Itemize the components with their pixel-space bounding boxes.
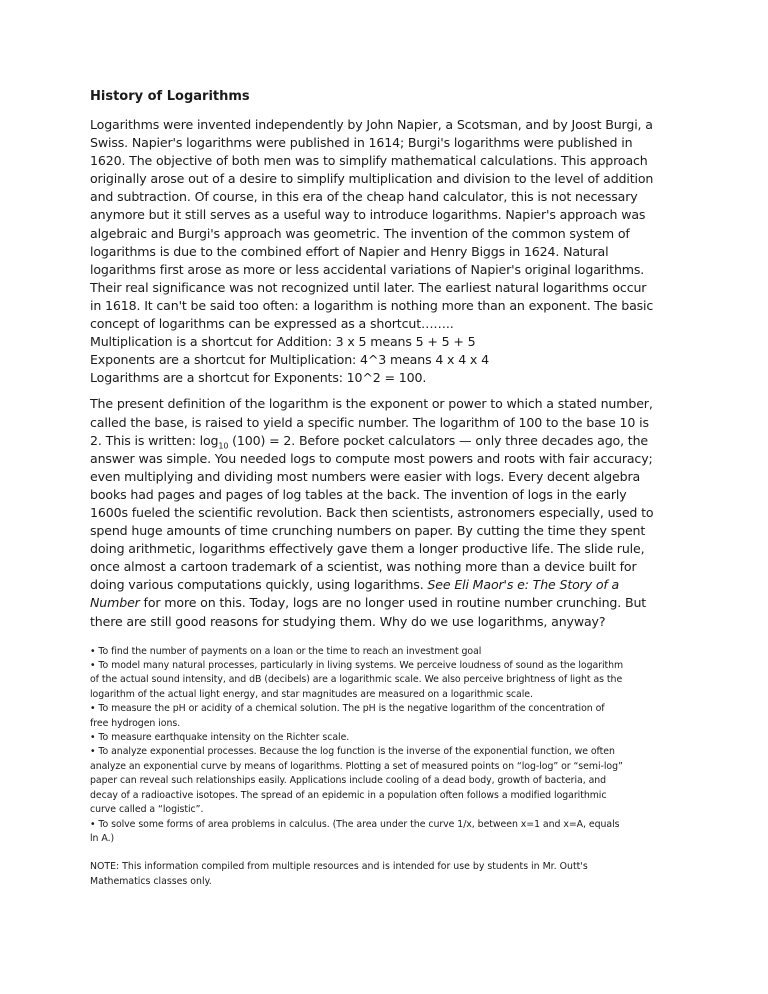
log-base-subscript: 10 xyxy=(218,441,229,451)
text-line: logarithms first arose as more or less accidental variations of Napier's original logarithms. xyxy=(90,261,645,277)
text-line: spend huge amounts of time crunching numbers on paper. By cutting the time they spent xyxy=(90,523,646,539)
text-line xyxy=(90,576,680,594)
text-line xyxy=(90,594,680,612)
document-page xyxy=(90,88,680,889)
list-line: ln A.) xyxy=(90,832,115,844)
text-line: 1600s fueled the scientific revolution. Back then scientists, astronomers especially, used to xyxy=(90,504,654,520)
list-line: • To analyze exponential processes. Because the log function is the inverse of the exponential function, we often xyxy=(90,746,615,758)
text-line: Logarithms were invented independently by John Napier, a Scotsman, and by Joost Burgi, a xyxy=(90,117,653,132)
list-line: • To model many natural processes, particularly in living systems. We perceive loudness of sound as the logarithm xyxy=(90,660,624,672)
definition-paragraph xyxy=(90,395,680,630)
note-line: Mathematics classes only. xyxy=(90,875,212,887)
list-line: • To solve some forms of area problems in calculus. (The area under the curve 1/x, between x=1 and x=A, equals xyxy=(90,818,620,830)
text-segment: (100) = 2. Before pocket calculators — only three decades ago, the xyxy=(228,432,649,448)
text-line: doing arithmetic, logarithms effectively gave them a longer productive life. The slide rule, xyxy=(90,541,645,557)
uses-list xyxy=(90,645,680,847)
book-reference: See Eli Maor's e: The Story of a xyxy=(427,577,620,593)
text-line: logarithms is due to the combined effort of Napier and Henry Biggs in 1624. Natural xyxy=(90,243,609,259)
text-line: even multiplying and dividing most numbers were easier with logs. Every decent algebra xyxy=(90,468,641,484)
list-line: • To find the number of payments on a loan or the time to reach an investment goal xyxy=(90,645,482,657)
text-line: Swiss. Napier's logarithms were published in 1614; Burgi's logarithms were published in xyxy=(90,135,633,151)
list-line: • To measure earthquake intensity on the Richter scale. xyxy=(90,732,350,744)
list-line: analyze an exponential curve by means of logarithms. Plotting a set of measured points on “log-log” or “semi-log” xyxy=(90,760,623,772)
intro-paragraph xyxy=(90,116,680,387)
text-line: anymore but it still serves as a useful way to introduce logarithms. Napier's approach was xyxy=(90,207,646,223)
list-line: • To measure the pH or acidity of a chemical solution. The pH is the negative logarithm of the concentration of xyxy=(90,703,605,715)
list-line: of the actual sound intensity, and dB (decibels) are a logarithmic scale. We also perceive brightness of light as the xyxy=(90,674,623,686)
list-line: curve called a “logistic”. xyxy=(90,804,204,816)
text-line: there are still good reasons for studying them. Why do we use logarithms, anyway? xyxy=(90,613,606,629)
text-line: concept of logarithms can be expressed as a shortcut…….. xyxy=(90,316,454,332)
text-line: called the base, is raised to yield a specific number. The logarithm of 100 to the base 10 is xyxy=(90,414,649,430)
text-line: algebraic and Burgi's approach was geometric. The invention of the common system of xyxy=(90,225,630,241)
usage-note xyxy=(90,860,680,889)
text-line: The present definition of the logarithm is the exponent or power to which a stated number, xyxy=(90,396,653,412)
list-line: logarithm of the actual light energy, and star magnitudes are measured on a logarithmic scale. xyxy=(90,688,533,700)
text-line: originally arose out of a desire to simplify multiplication and division to the level of addition xyxy=(90,171,654,187)
list-line: decay of a radioactive isotopes. The spread of an epidemic in a population often follows a modified logarithmic xyxy=(90,789,607,801)
text-line: once almost a cartoon trademark of a scientist, was nothing more than a device built for xyxy=(90,559,637,575)
note-line: NOTE: This information compiled from multiple resources and is intended for use by students in Mr. Outt's xyxy=(90,861,588,873)
text-line xyxy=(90,432,680,450)
text-line: Exponents are a shortcut for Multiplication: 4^3 means 4 x 4 x 4 xyxy=(90,352,489,368)
text-segment: doing various computations quickly, using logarithms. xyxy=(90,577,428,593)
text-line: and subtraction. Of course, in this era of the cheap hand calculator, this is not necessary xyxy=(90,189,638,205)
book-reference: Number xyxy=(90,595,140,611)
page-title: History of Logarithms xyxy=(90,89,250,104)
text-line: answer was simple. You needed logs to compute most powers and roots with fair accuracy; xyxy=(90,450,653,466)
text-line: Logarithms are a shortcut for Exponents: 10^2 = 100. xyxy=(90,370,427,386)
text-segment: 2. This is written: log xyxy=(90,432,219,448)
text-line: in 1618. It can't be said too often: a logarithm is nothing more than an exponent. The basic xyxy=(90,297,654,313)
text-line: Their real significance was not recognized until later. The earliest natural logarithms occur xyxy=(90,279,647,295)
text-line: 1620. The objective of both men was to simplify mathematical calculations. This approach xyxy=(90,153,648,169)
text-segment: for more on this. Today, logs are no longer used in routine number crunching. But xyxy=(139,595,647,611)
list-line: free hydrogen ions. xyxy=(90,717,181,729)
text-line: books had pages and pages of log tables at the back. The invention of logs in the early xyxy=(90,486,627,502)
list-line: paper can reveal such relationships easily. Applications include cooling of a dead body, growth of bacteria, and xyxy=(90,775,607,787)
text-line: Multiplication is a shortcut for Addition: 3 x 5 means 5 + 5 + 5 xyxy=(90,334,476,350)
